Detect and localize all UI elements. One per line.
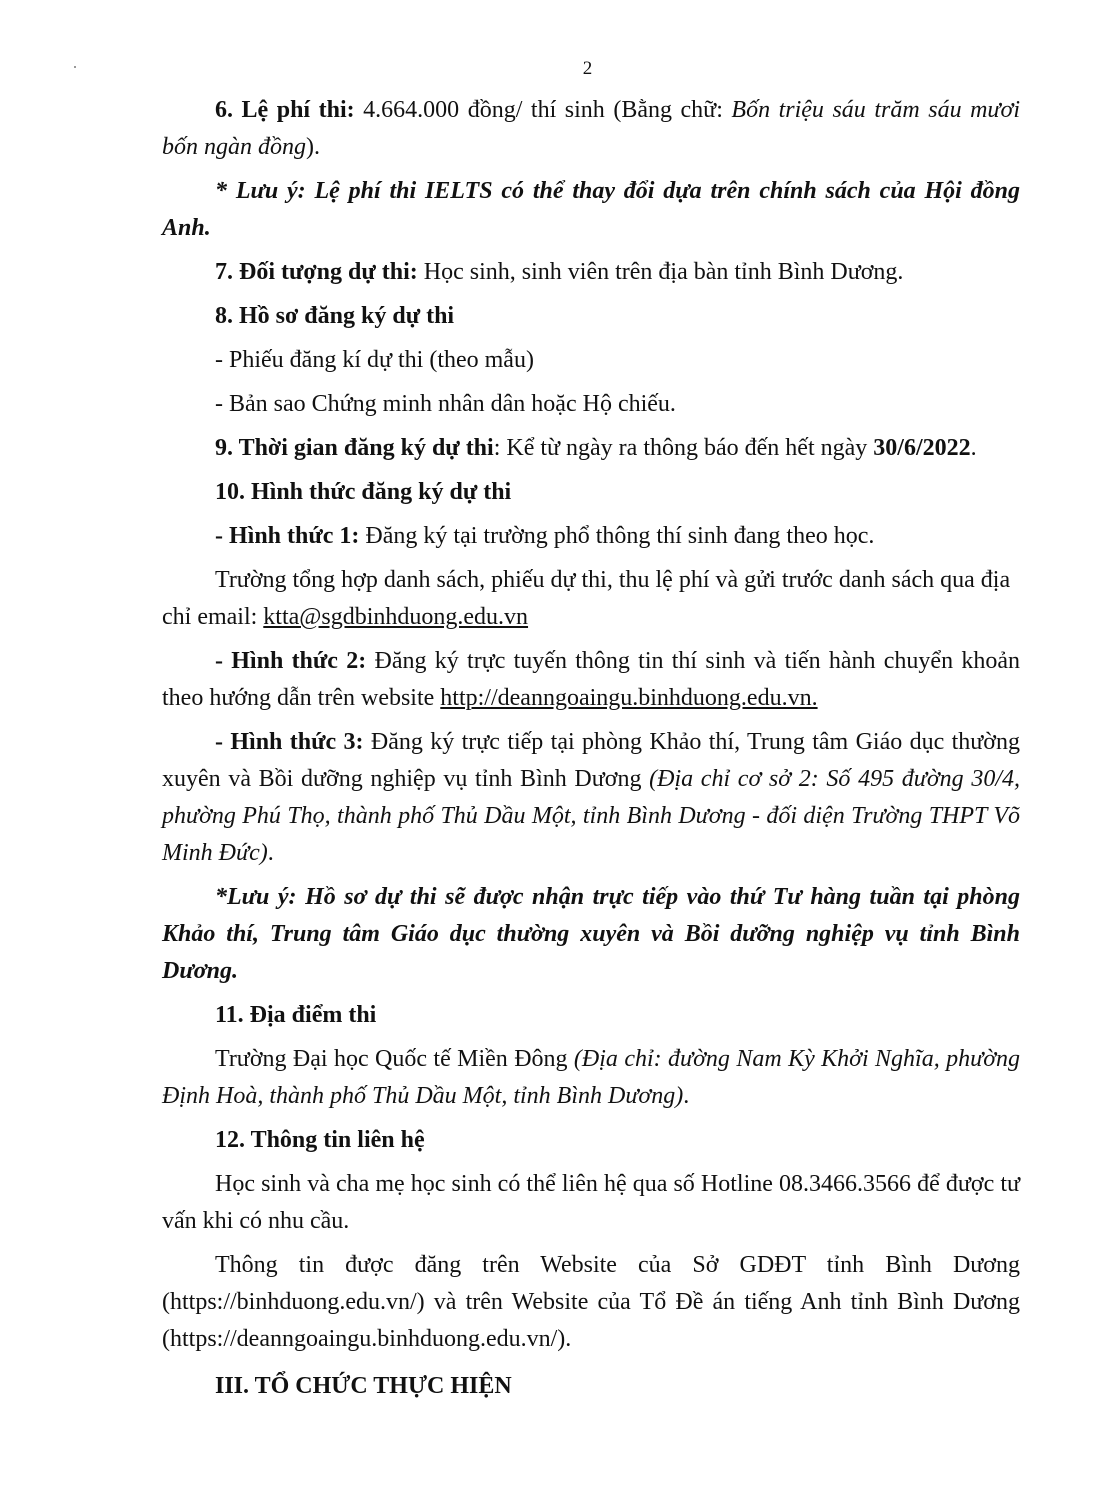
section-8-item-id: - Bản sao Chứng minh nhân dân hoặc Hộ chiếu.: [215, 391, 676, 417]
section-11-end: .: [683, 1083, 690, 1109]
section-12-hotline: Học sinh và cha mẹ học sinh có thể liên hệ qua số Hotline 08.3466.3566 để được tư vấn khi có nhu cầu.: [162, 1171, 1020, 1234]
section-8-heading-text: 8. Hồ sơ đăng ký dự thi: [215, 303, 455, 329]
method-1-text: Đăng ký tại trường phổ thông thí sinh đang theo học.: [359, 523, 875, 549]
section-6-amount-words: Bốn triệu sáu trăm sáu mươi bốn ngàn đồng: [162, 97, 1021, 160]
section-11-address: (Địa chỉ: đường Nam Kỳ Khởi Nghĩa, phường Định Hoà, thành phố Thủ Dầu Một, tỉnh Bình Dương): [162, 1046, 1020, 1109]
part-3-heading-text: III. TỔ CHỨC THỰC HIỆN: [215, 1373, 512, 1399]
section-6-heading: 6. Lệ phí thi:: [215, 97, 355, 123]
method-1-detail-text: Trường tổng hợp danh sách, phiếu dự thi, thu lệ phí và gửi trước danh sách qua địa chỉ email:: [162, 567, 1011, 630]
section-8-item-form: - Phiếu đăng kí dự thi (theo mẫu): [215, 347, 534, 373]
note-submission: *Lưu ý: Hồ sơ dự thi sẽ được nhận trực tiếp vào thứ Tư hàng tuần tại phòng Khảo thí, Trung tâm Giáo dục thường xuyên và Bồi dưỡng nghiệp vụ tỉnh Bình Dương.: [162, 884, 1020, 984]
section-11-text: Trường Đại học Quốc tế Miền Đông: [215, 1046, 574, 1072]
website-link[interactable]: http://deanngoaingu.binhduong.edu.vn.: [440, 685, 818, 711]
section-7-candidates: [162, 254, 1020, 291]
section-7-heading: 7. Đối tượng dự thi:: [215, 259, 418, 285]
section-10-heading-text: 10. Hình thức đăng ký dự thi: [215, 479, 512, 505]
method-2: [162, 643, 1020, 717]
section-12-websites: Thông tin được đăng trên Website của Sở GDĐT tỉnh Bình Dương (https://binhduong.edu.vn/) và trên Website của Tổ Đề án tiếng Anh tỉnh Bình Dương (https://deanngoaingu.binhduong.edu.vn/).: [162, 1252, 1020, 1352]
method-1-label: - Hình thức 1:: [215, 523, 360, 549]
document-body: [162, 92, 1020, 1412]
page-number: 2: [582, 58, 593, 79]
section-12-heading: [162, 1122, 1020, 1159]
part-3-heading: [162, 1368, 1020, 1405]
section-11-heading-text: 11. Địa điểm thi: [215, 1002, 377, 1028]
email-link[interactable]: ktta@sgdbinhduong.edu.vn: [263, 604, 529, 630]
note-ielts-fee: * Lưu ý: Lệ phí thi IELTS có thể thay đổi dựa trên chính sách của Hội đồng Anh.: [162, 178, 1020, 241]
section-9-text: : Kể từ ngày ra thông báo đến hết ngày: [493, 435, 874, 461]
method-2-label: - Hình thức 2:: [215, 648, 367, 674]
section-10-heading: [162, 474, 1020, 511]
section-9-end: .: [970, 435, 977, 461]
method-1: [162, 518, 1020, 555]
method-3-address: (Địa chỉ cơ sở 2: Số 495 đường 30/4, phường Phú Thọ, thành phố Thủ Dầu Một, tỉnh Bình Dương - đối diện Trường THPT Võ Minh Đức): [162, 766, 1021, 866]
section-8-heading: [162, 298, 1020, 335]
section-7-text: Học sinh, sinh viên trên địa bàn tỉnh Bình Dương.: [417, 259, 904, 285]
section-9-deadline: 30/6/2022: [873, 435, 971, 461]
section-6-end: ).: [306, 134, 320, 160]
method-3-text: Đăng ký trực tiếp tại phòng Khảo thí, Trung tâm Giáo dục thường xuyên và Bồi dưỡng nghiệp vụ tỉnh Bình Dương: [162, 729, 1020, 792]
method-3-label: - Hình thức 3:: [215, 729, 364, 755]
section-6-fee: [162, 92, 1020, 166]
method-2-text: Đăng ký trực tuyến thông tin thí sinh và tiến hành chuyển khoản theo hướng dẫn trên website: [162, 648, 1020, 711]
section-6-text: 4.664.000 đồng/ thí sinh (Bằng chữ:: [354, 97, 732, 123]
method-3: [162, 724, 1020, 872]
method-1-detail: [162, 562, 1020, 636]
section-9-registration-time: [162, 430, 1020, 467]
section-9-heading: 9. Thời gian đăng ký dự thi: [215, 435, 494, 461]
section-11-heading: [162, 997, 1020, 1034]
method-3-end: .: [267, 840, 274, 866]
section-12-heading-text: 12. Thông tin liên hệ: [215, 1127, 425, 1153]
section-11-venue: [162, 1041, 1020, 1115]
